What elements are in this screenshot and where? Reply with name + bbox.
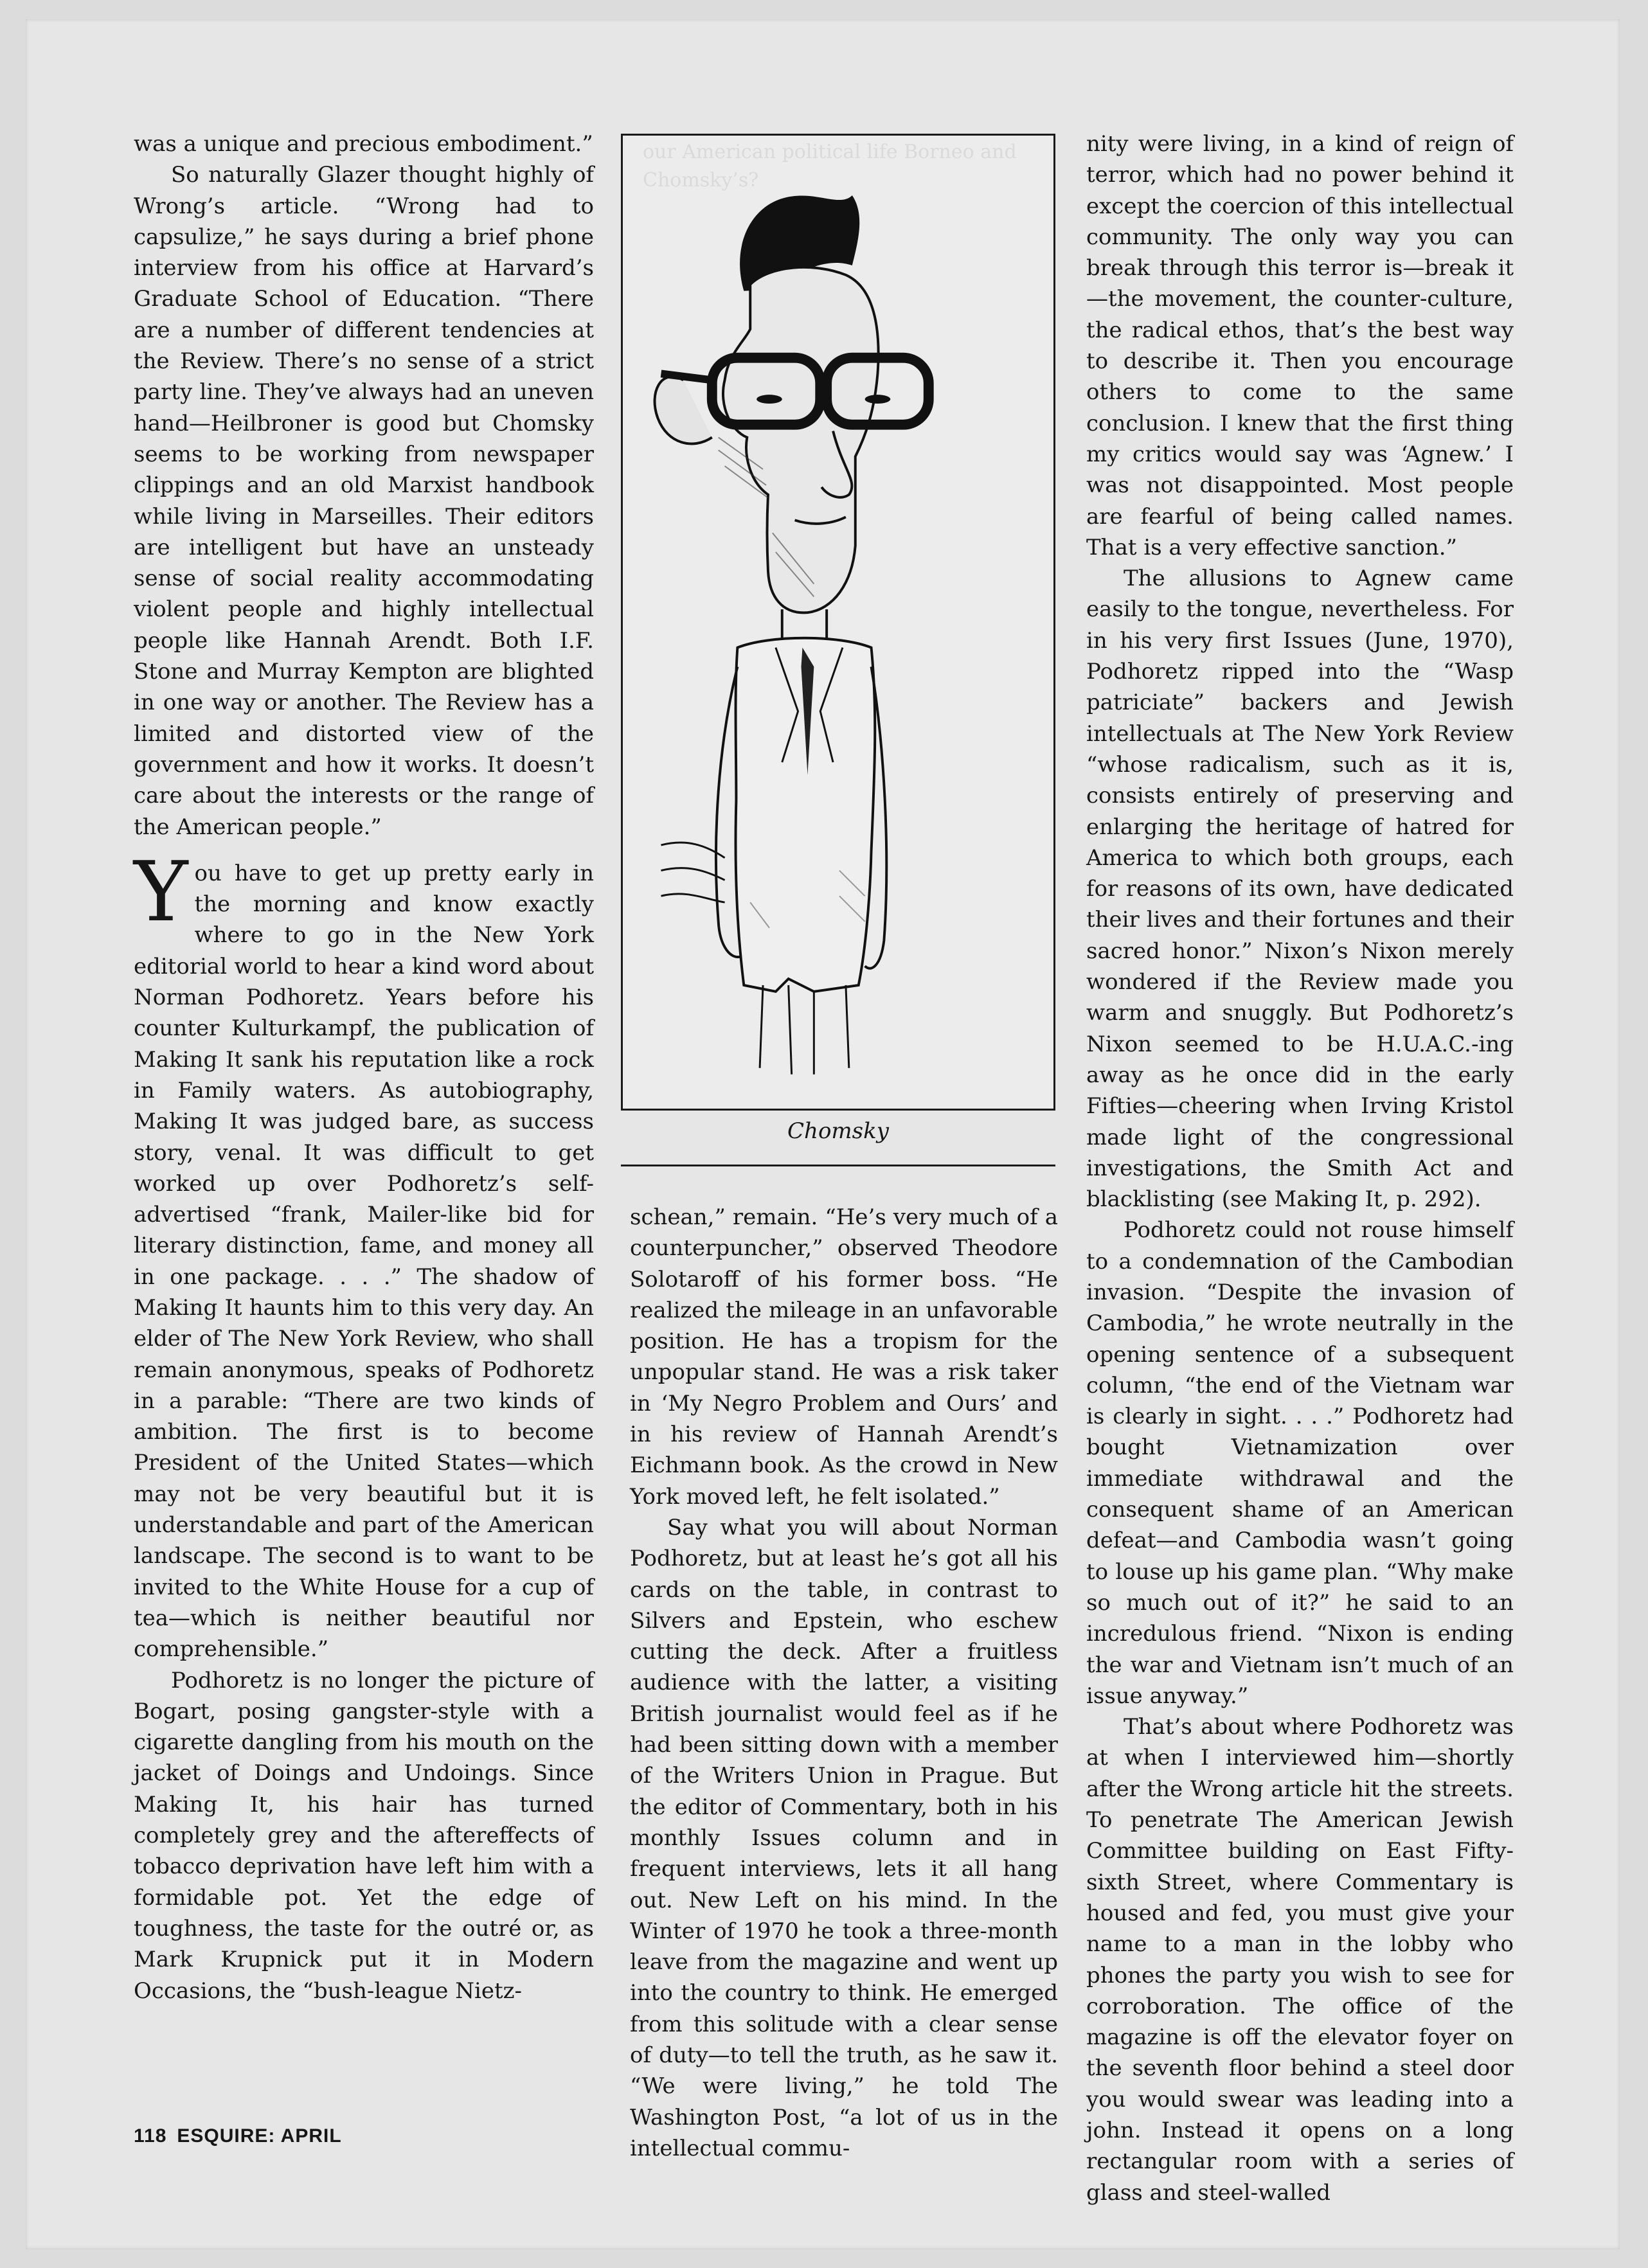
paragraph: was a unique and precious embodiment.” [134,131,593,157]
paragraph-dropcap [134,844,594,1665]
paragraph: That’s about where Podhoretz was at when I interviewed him—shortly after the Wrong article hit the streets. To penetrate The American Jewish Committee building on East Fifty-sixth Street, where Commentary is housed and fed, you must give your name to a man in the lobby who phones the party you wish to see for corroboration. The office of the magazine is off the elevator foyer on the seventh floor behind a steel door you would swear was leading into a john. Instead it opens on a long rectangular room with a series of glass and steel-walled [1086,1714,1514,2206]
article-column-2 [630,1202,1058,2164]
magazine-issue: ESQUIRE: APRIL [177,2125,342,2147]
paragraph-text: ou have to get up pretty early in the morning and know exactly where to go in the New York editorial world to hear a kind word about Norman Podhoretz. Years before his counter Kulturkampf, the publication of Making It sank his reputation like a rock in Family waters. As autobiography, Making It was judged bare, as success story, venal. It was difficult to get worked up over Podhoretz’s self-advertised “frank, Mailer-like bid for literary distinction, fame, and money all in one package. . . .” The shadow of Making It haunts him to this very day. An elder of The New York Review, who shall remain anonymous, speaks of Podhoretz in a parable: “There are two kinds of ambition. The first is to become President of the United States—which may not be very beautiful but it is understandable and part of the American landscape. The second is to want to be invited to the White House for a cup of tea—which is neither beautiful nor comprehensible.” [134,860,594,1663]
page-number: 118 [134,2125,167,2147]
caption-divider [621,1165,1055,1166]
paragraph: So naturally Glazer thought highly of Wrong’s article. “Wrong had to capsulize,” he says during a brief phone interview from his office at Harvard’s Graduate School of Education. “There are a number of different tendencies at the Review. There’s no sense of a strict party line. They’ve always had an uneven hand—Heilbroner is good but Chomsky seems to be working from newspaper clippings and an old Marxist handbook while living in Marseilles. Their editors are intelligent but have an unsteady sense of social reality accommodating violent people and highly intellectual people like Hannah Arendt. Both I.F. Stone and Murray Kempton are blighted in one way or another. The Review has a limited and distorted view of the government and how it works. It doesn’t care about the interests or the range of the American people.” [134,162,594,840]
paragraph: The allusions to Agnew came easily to the tongue, nevertheless. For in his very first Issues (June, 1970), Podhoretz ripped into the “Wasp patriciate” backers and Jewish intellectuals at The New York Review “whose radicalism, such as it is, consists entirely of preserving and enlarging the heritage of hatred for America to which both groups, each for reasons of its own, have dedicated their lives and their fortunes and their sacred honor.” Nixon’s Nixon merely wondered if the Review made you warm and snuggly. But Podhoretz’s Nixon seemed to be H.U.A.C.-ing away as he once did in the early Fifties—cheering when Irving Kristol made light of the congressional investigations, the Smith Act and blacklisting (see Making It, p. 292). [1086,566,1514,1213]
chomsky-caricature [621,134,1055,1111]
paragraph: Say what you will about Norman Podhoretz, but at least he’s got all his cards on the table, in contrast to Silvers and Epstein, who eschew cutting the deck. After a fruitless audience with the latter, a visiting British journalist would feel as if he had been sitting down with a member of the Writers Union in Prague. But the editor of Commentary, both in his monthly Issues column and in frequent interviews, lets it all hang out. New Left on his mind. In the Winter of 1970 he took a three-month leave from the magazine and went up into the country to think. He emerged from this solitude with a clear sense of duty—to tell the truth, as he saw it. “We were living,” he told The Washington Post, “a lot of us in the intellectual commu- [630,1514,1058,2161]
figure-caption: Chomsky [787,1118,889,1144]
page-footer [134,2125,352,2147]
paragraph: schean,” remain. “He’s very much of a counterpuncher,” observed Theodore Solotaroff of his former boss. “He realized the mileage in an unfavorable position. He has a tropism for the unpopular stand. He was a risk taker in ‘My Negro Problem and Ours’ and in his review of Hannah Arendt’s Eichmann book. As the crowd in New York moved left, he felt isolated.” [630,1204,1058,1510]
article-column-3 [1086,129,1514,2208]
article-column-1 [134,129,594,2006]
caricature-illustration [623,136,1053,1109]
drop-cap: Y [134,844,188,940]
paragraph: Podhoretz could not rouse himself to a condemnation of the Cambodian invasion. “Despite the invasion of Cambodia,” he wrote neutrally in the opening sentence of a subsequent column, “the end of the Vietnam war is clearly in sight. . . .” Podhoretz had bought Vietnamization over immediate withdrawal and the consequent shame of an American defeat—and Cambodia wasn’t going to louse up his game plan. “Why make so much out of it?” he said to an incredulous friend. “Nixon is ending the war and Vietnam isn’t much of an issue anyway.” [1086,1217,1514,1709]
paragraph: Podhoretz is no longer the picture of Bogart, posing gangster-style with a cigarette dangling from his mouth on the jacket of Doings and Undoings. Since Making It, his hair has turned completely grey and the aftereffects of tobacco deprivation have left him with a formidable pot. Yet the edge of toughness, the taste for the outré or, as Mark Krupnick put it in Modern Occasions, the “bush-league Nietz- [134,1667,594,2004]
paragraph: nity were living, in a kind of reign of terror, which had no power behind it except the coercion of this intellectual community. The only way you can break through this terror is—break it—the movement, the counter-culture, the radical ethos, that’s the best way to describe it. Then you encourage others to come to the same conclusion. I knew that the first thing my critics would say was ‘Agnew.’ I was not disappointed. Most people are fearful of being called names. That is a very effective sanction.” [1086,131,1514,560]
